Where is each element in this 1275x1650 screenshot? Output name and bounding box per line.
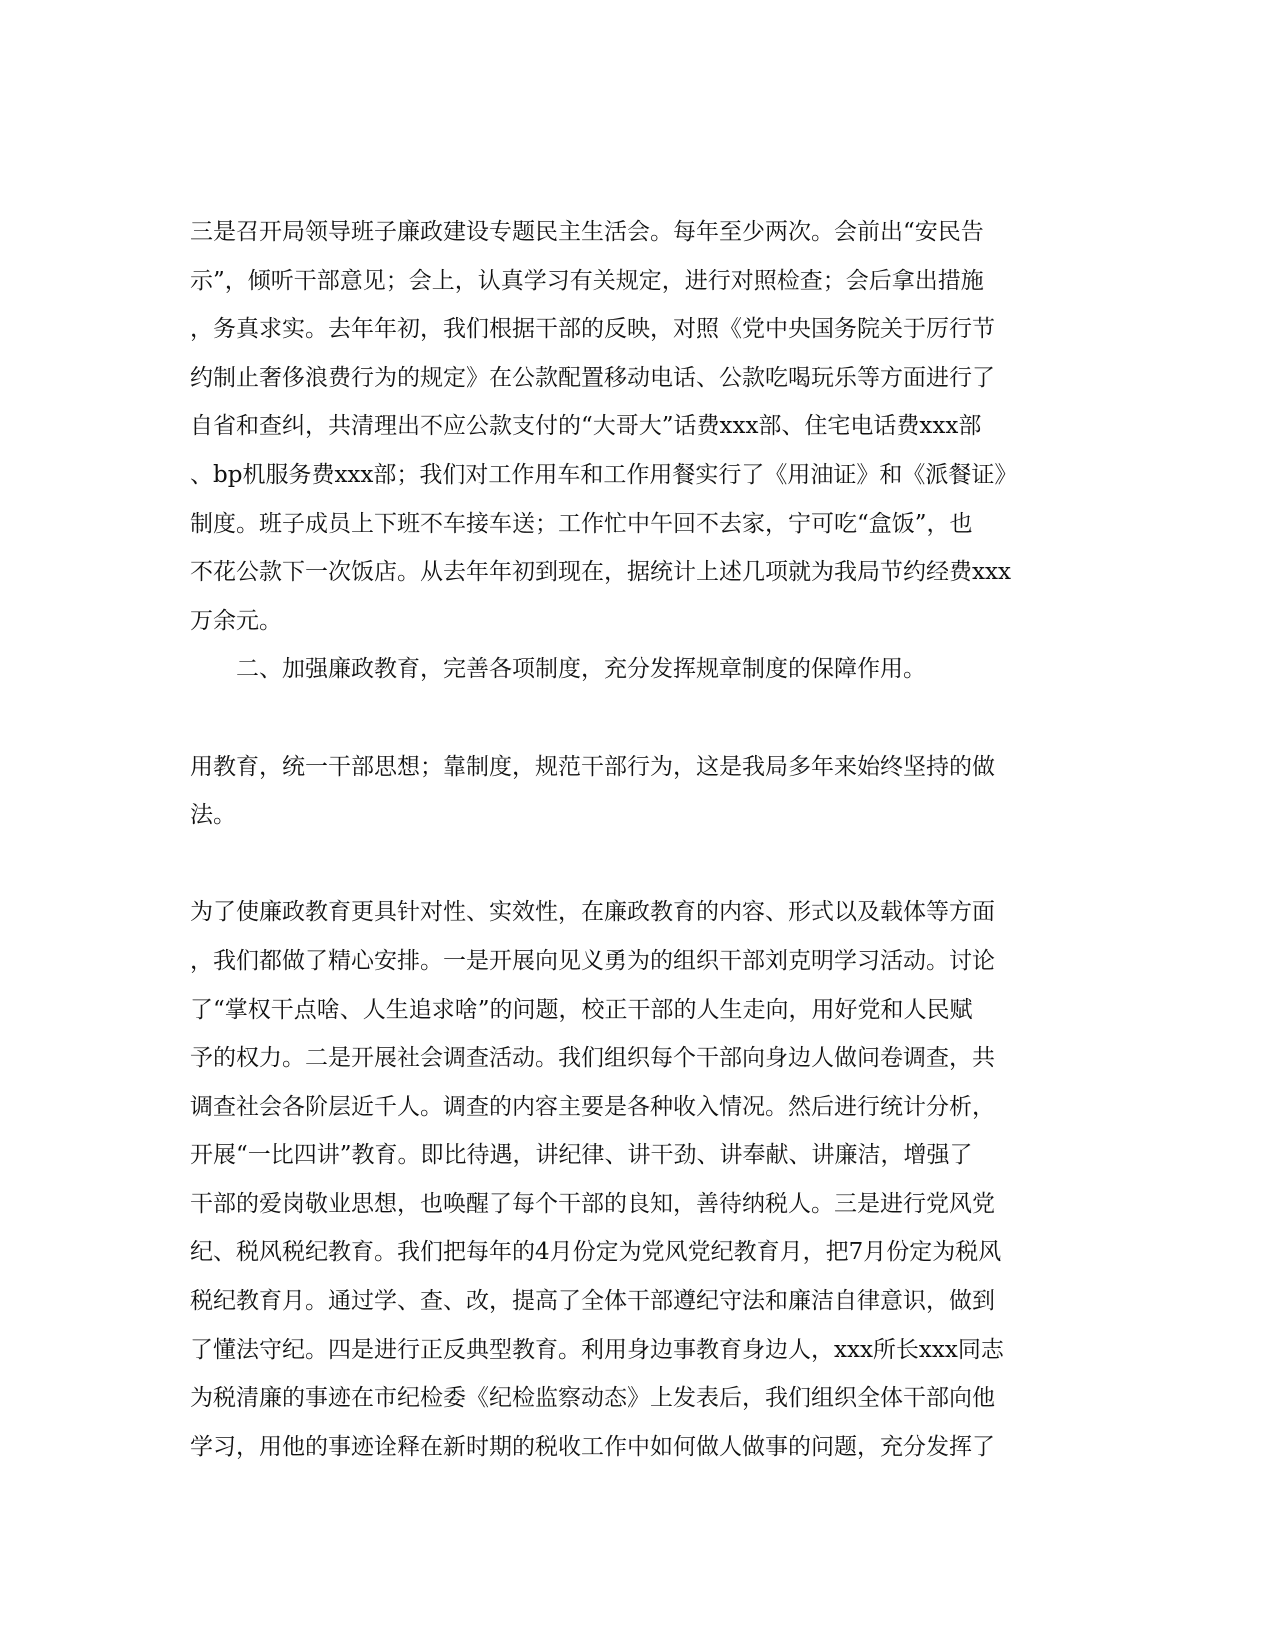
text-line: ，我们都做了精心安排。一是开展向见义勇为的组织干部刘克明学习活动。讨论 (190, 947, 995, 974)
text-line: 了懂法守纪。四是进行正反典型教育。利用身边事教育身边人，xxx所长xxx同志 (190, 1336, 1004, 1363)
text-line: 予的权力。二是开展社会调查活动。我们组织每个干部向身边人做问卷调查，共 (190, 1045, 995, 1072)
document-body (190, 208, 1070, 1471)
text-line: 用教育，统一干部思想；靠制度，规范干部行为，这是我局多年来始终坚持的做 (190, 753, 995, 780)
text-line: 示”，倾听干部意见；会上，认真学习有关规定，进行对照检查；会后拿出措施 (190, 267, 984, 294)
text-line: 三是召开局领导班子廉政建设专题民主生活会。每年至少两次。会前出“安民告 (190, 219, 984, 245)
text-line: 税纪教育月。通过学、查、改，提高了全体干部遵纪守法和廉洁自律意识，做到 (190, 1288, 995, 1315)
text-line: 法。 (190, 802, 236, 829)
text-line: 开展“一比四讲”教育。即比待遇，讲纪律、讲干劲、讲奉献、讲廉洁，增强了 (190, 1142, 973, 1169)
text-line: 为税清廉的事迹在市纪检委《纪检监察动态》上发表后，我们组织全体干部向他 (190, 1385, 995, 1412)
text-line: 约制止奢侈浪费行为的规定》在公款配置移动电话、公款吃喝玩乐等方面进行了 (190, 364, 995, 391)
text-line: 学习，用他的事迹诠释在新时期的税收工作中如何做人做事的问题，充分发挥了 (190, 1433, 995, 1460)
text-line: 调查社会各阶层近千人。调查的内容主要是各种收入情况。然后进行统计分析， (190, 1093, 995, 1120)
paragraph-gap (190, 840, 1070, 889)
text-line: ，务真求实。去年年初，我们根据干部的反映，对照《党中央国务院关于厉行节 (190, 316, 995, 343)
section-heading-2: 二、加强廉政教育，完善各项制度，充分发挥规章制度的保障作用。 (236, 656, 926, 683)
text-line: 为了使廉政教育更具针对性、实效性，在廉政教育的内容、形式以及载体等方面 (190, 899, 995, 926)
text-line: 干部的爱岗敬业思想，也唤醒了每个干部的良知，善待纳税人。三是进行党风党 (190, 1190, 995, 1217)
text-line: 纪、税风税纪教育。我们把每年的4月份定为党风党纪教育月，把7月份定为税风 (190, 1239, 1002, 1266)
text-line: 制度。班子成员上下班不车接车送；工作忙中午回不去家，宁可吃“盒饭”，也 (190, 510, 973, 537)
paragraph-gap (190, 694, 1070, 743)
text-line: 了“掌权干点啥、人生追求啥”的问题，校正干部的人生走向，用好党和人民赋 (190, 996, 973, 1023)
text-line: 自省和查纠，共清理出不应公款支付的“大哥大”话费xxx部、住宅电话费xxx部 (190, 413, 982, 440)
text-line: 万余元。 (190, 607, 282, 634)
paragraph-3 (190, 888, 1070, 1471)
paragraph-1 (190, 208, 1070, 645)
text-line: 、bp机服务费xxx部；我们对工作用车和工作用餐实行了《用油证》和《派餐证》 (190, 461, 1018, 488)
paragraph-2 (190, 743, 1070, 840)
text-line: 不花公款下一次饭店。从去年年初到现在，据统计上述几项就为我局节约经费xxx (190, 559, 1011, 586)
